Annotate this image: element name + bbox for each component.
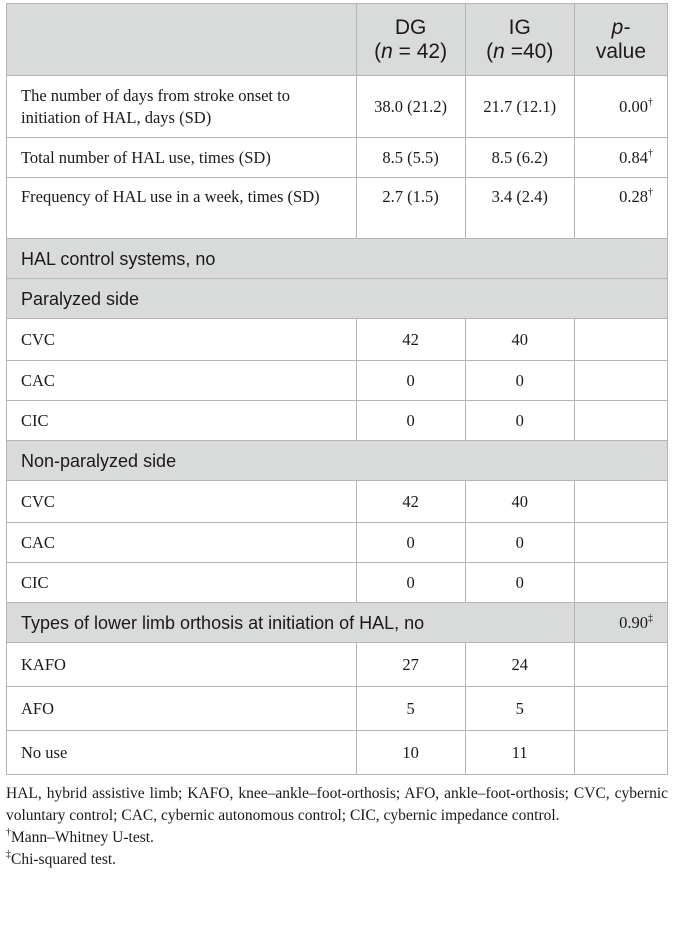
row-p-value xyxy=(574,643,667,687)
row-label: CVC xyxy=(7,481,357,523)
row-dg-value: 0 xyxy=(356,401,465,441)
row-ig-value: 40 xyxy=(465,319,574,361)
row-ig-value: 8.5 (6.2) xyxy=(465,138,574,178)
row-label: CIC xyxy=(7,401,357,441)
row-p-value: 0.28† xyxy=(574,178,667,239)
row-ig-value: 40 xyxy=(465,481,574,523)
row-p-value xyxy=(574,731,667,775)
table-row xyxy=(7,361,668,401)
header-ig: IG (n =40) xyxy=(465,4,574,76)
row-label: CAC xyxy=(7,523,357,563)
row-ig-value: 0 xyxy=(465,523,574,563)
row-label: Total number of HAL use, times (SD) xyxy=(7,138,357,178)
results-table-container xyxy=(6,3,668,871)
row-ig-value: 24 xyxy=(465,643,574,687)
row-ig-value: 21.7 (12.1) xyxy=(465,76,574,138)
row-dg-value: 2.7 (1.5) xyxy=(356,178,465,239)
row-p-value xyxy=(574,319,667,361)
header-dg-title: DG xyxy=(394,15,427,39)
table-row xyxy=(7,687,668,731)
row-label: CVC xyxy=(7,319,357,361)
header-ig-n: n xyxy=(493,39,505,63)
row-dg-value: 0 xyxy=(356,563,465,603)
row-label: CAC xyxy=(7,361,357,401)
row-p-value xyxy=(574,481,667,523)
row-ig-value: 5 xyxy=(465,687,574,731)
row-p-value xyxy=(574,687,667,731)
table-row xyxy=(7,481,668,523)
table-row xyxy=(7,401,668,441)
row-ig-value: 11 xyxy=(465,731,574,775)
orthosis-p-value: 0.90‡ xyxy=(574,603,667,643)
footnote-double-dagger: ‡Chi-squared test. xyxy=(6,849,117,868)
table-footnotes xyxy=(6,783,668,871)
row-dg-value: 0 xyxy=(356,361,465,401)
header-p-value: p- value xyxy=(574,4,667,76)
table-row xyxy=(7,523,668,563)
row-dg-value: 10 xyxy=(356,731,465,775)
row-label: No use xyxy=(7,731,357,775)
row-dg-value: 42 xyxy=(356,481,465,523)
row-p-value xyxy=(574,523,667,563)
footnote-abbreviations: HAL, hybrid assistive limb; KAFO, knee–ankle–foot-orthosis; AFO, ankle–foot-orthosis; CVC, cybernic voluntary control; CAC, cybernic autonomous control; CIC, cybernic impedance control. xyxy=(6,785,668,824)
header-dg: DG (n = 42) xyxy=(356,4,465,76)
section-header-non-paralyzed: Non-paralyzed side xyxy=(7,441,668,481)
table-row xyxy=(7,643,668,687)
row-ig-value: 0 xyxy=(465,401,574,441)
header-ig-title: IG xyxy=(508,15,531,39)
footnote-dagger: †Mann–Whitney U-test. xyxy=(6,827,154,846)
row-p-value xyxy=(574,401,667,441)
row-dg-value: 0 xyxy=(356,523,465,563)
section-header-orthosis: Types of lower limb orthosis at initiation of HAL, no 0.90‡ xyxy=(7,603,668,643)
section-header-control-systems: HAL control systems, no xyxy=(7,239,668,279)
row-dg-value: 27 xyxy=(356,643,465,687)
section-header-paralyzed: Paralyzed side xyxy=(7,279,668,319)
table-row xyxy=(7,76,668,138)
table-row xyxy=(7,138,668,178)
table-row xyxy=(7,731,668,775)
row-label: Frequency of HAL use in a week, times (SD) xyxy=(7,178,357,239)
row-ig-value: 0 xyxy=(465,563,574,603)
row-p-value xyxy=(574,563,667,603)
table-row xyxy=(7,178,668,239)
row-label: The number of days from stroke onset to initiation of HAL, days (SD) xyxy=(7,76,357,138)
row-p-value xyxy=(574,361,667,401)
row-dg-value: 8.5 (5.5) xyxy=(356,138,465,178)
table-row xyxy=(7,563,668,603)
row-dg-value: 5 xyxy=(356,687,465,731)
table-header-row xyxy=(7,4,668,76)
header-label-column xyxy=(7,4,357,76)
row-p-value: 0.84† xyxy=(574,138,667,178)
hal-usage-table xyxy=(6,3,668,775)
row-ig-value: 0 xyxy=(465,361,574,401)
row-p-value: 0.00† xyxy=(574,76,667,138)
row-ig-value: 3.4 (2.4) xyxy=(465,178,574,239)
row-label: KAFO xyxy=(7,643,357,687)
header-dg-n: n xyxy=(381,39,393,63)
row-dg-value: 42 xyxy=(356,319,465,361)
row-label: CIC xyxy=(7,563,357,603)
row-dg-value: 38.0 (21.2) xyxy=(356,76,465,138)
table-row xyxy=(7,319,668,361)
row-label: AFO xyxy=(7,687,357,731)
